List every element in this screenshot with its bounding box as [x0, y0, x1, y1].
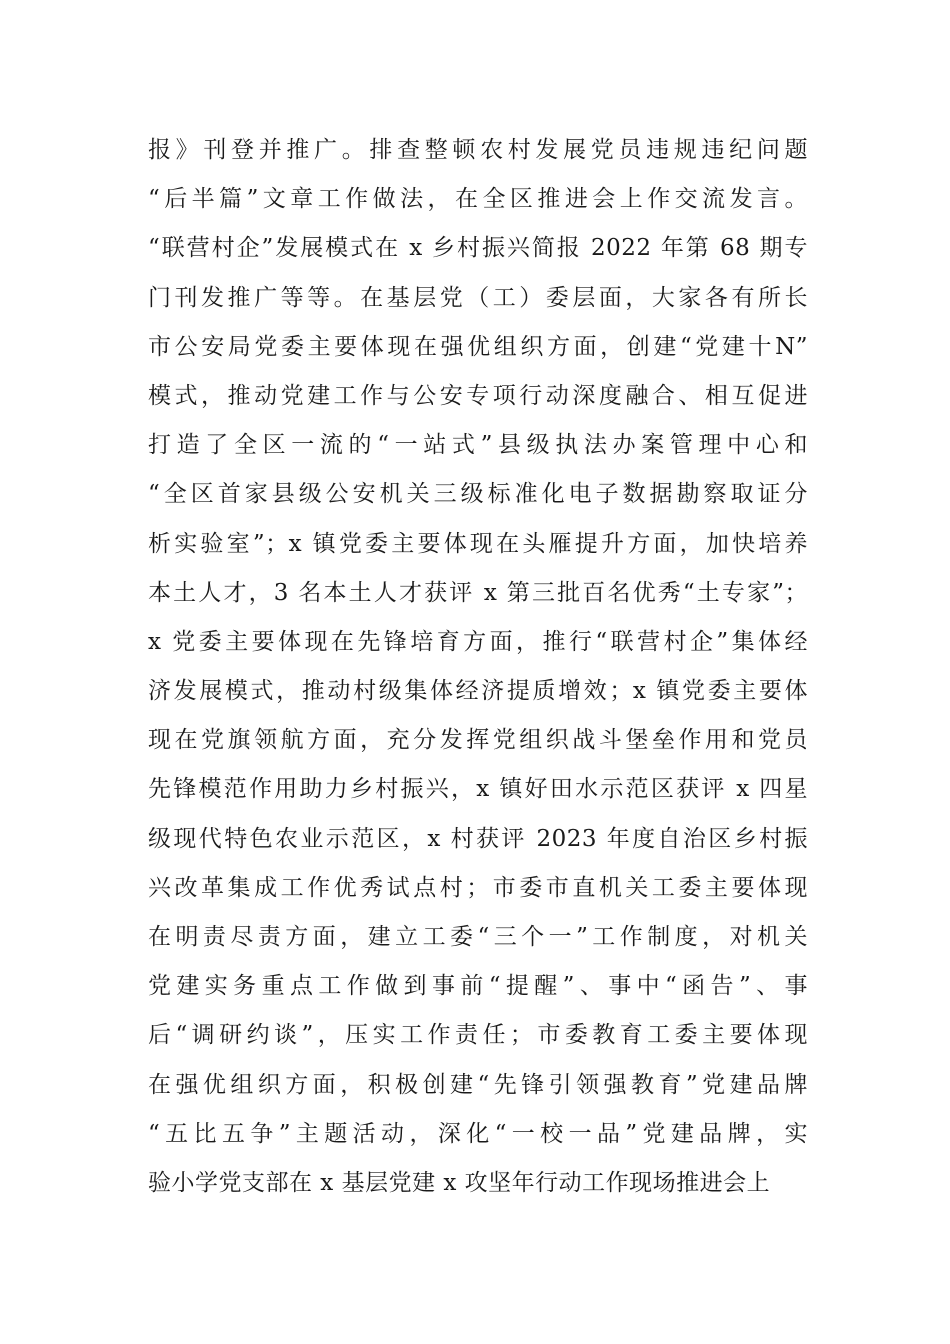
text-line-11: x 党委主要体现在先锋培育方面，推行“联营村企”集体经	[148, 628, 808, 655]
text-line-1: 报》刊登并推广。排查整顿农村发展党员违规违纪问题	[148, 137, 808, 163]
text-line-20: 在强优组织方面，积极创建“先锋引领强教育”党建品牌	[148, 1071, 808, 1098]
text-line-12: 济发展模式，推动村级集体经济提质增效；x 镇党委主要体	[148, 678, 808, 705]
body-text	[148, 126, 808, 1208]
text-line-22: 验小学党支部在 x 基层党建 x 攻坚年行动工作现场推进会上	[148, 1169, 771, 1196]
text-line-3: “联营村企”发展模式在 x 乡村振兴简报 2022 年第 68 期专	[148, 235, 808, 262]
text-line-14: 先锋模范作用助力乡村振兴，x 镇好田水示范区获评 x 四星	[148, 776, 808, 803]
text-line-9: 析实验室”；x 镇党委主要体现在头雁提升方面，加快培养	[148, 530, 808, 557]
text-line-15: 级现代特色农业示范区，x 村获评 2023 年度自治区乡村振	[148, 825, 808, 852]
text-line-8: “全区首家县级公安机关三级标准化电子数据勘察取证分	[148, 481, 808, 508]
text-line-13: 现在党旗领航方面，充分发挥党组织战斗堡垒作用和党员	[148, 727, 808, 754]
text-line-6: 模式，推动党建工作与公安专项行动深度融合、相互促进	[148, 382, 808, 409]
text-line-17: 在明责尽责方面，建立工委“三个一”工作制度，对机关	[148, 924, 808, 950]
text-line-10: 本土人才，3 名本土人才获评 x 第三批百名优秀“土专家”；	[148, 579, 808, 606]
text-line-19: 后“调研约谈”，压实工作责任；市委教育工委主要体现	[148, 1022, 808, 1049]
text-line-2: “后半篇”文章工作做法，在全区推进会上作交流发言。	[148, 186, 808, 213]
text-line-21: “五比五争”主题活动，深化“一校一品”党建品牌，实	[148, 1120, 808, 1147]
text-line-7: 打造了全区一流的“一站式”县级执法办案管理中心和	[148, 432, 808, 459]
text-line-5: 市公安局党委主要体现在强优组织方面，创建“党建十N”	[148, 333, 808, 360]
text-line-16: 兴改革集成工作优秀试点村；市委市直机关工委主要体现	[148, 874, 808, 901]
text-line-4: 门刊发推广等等。在基层党（工）委层面，大家各有所长	[148, 284, 808, 311]
text-line-18: 党建实务重点工作做到事前“提醒”、事中“函告”、事	[148, 973, 808, 1000]
